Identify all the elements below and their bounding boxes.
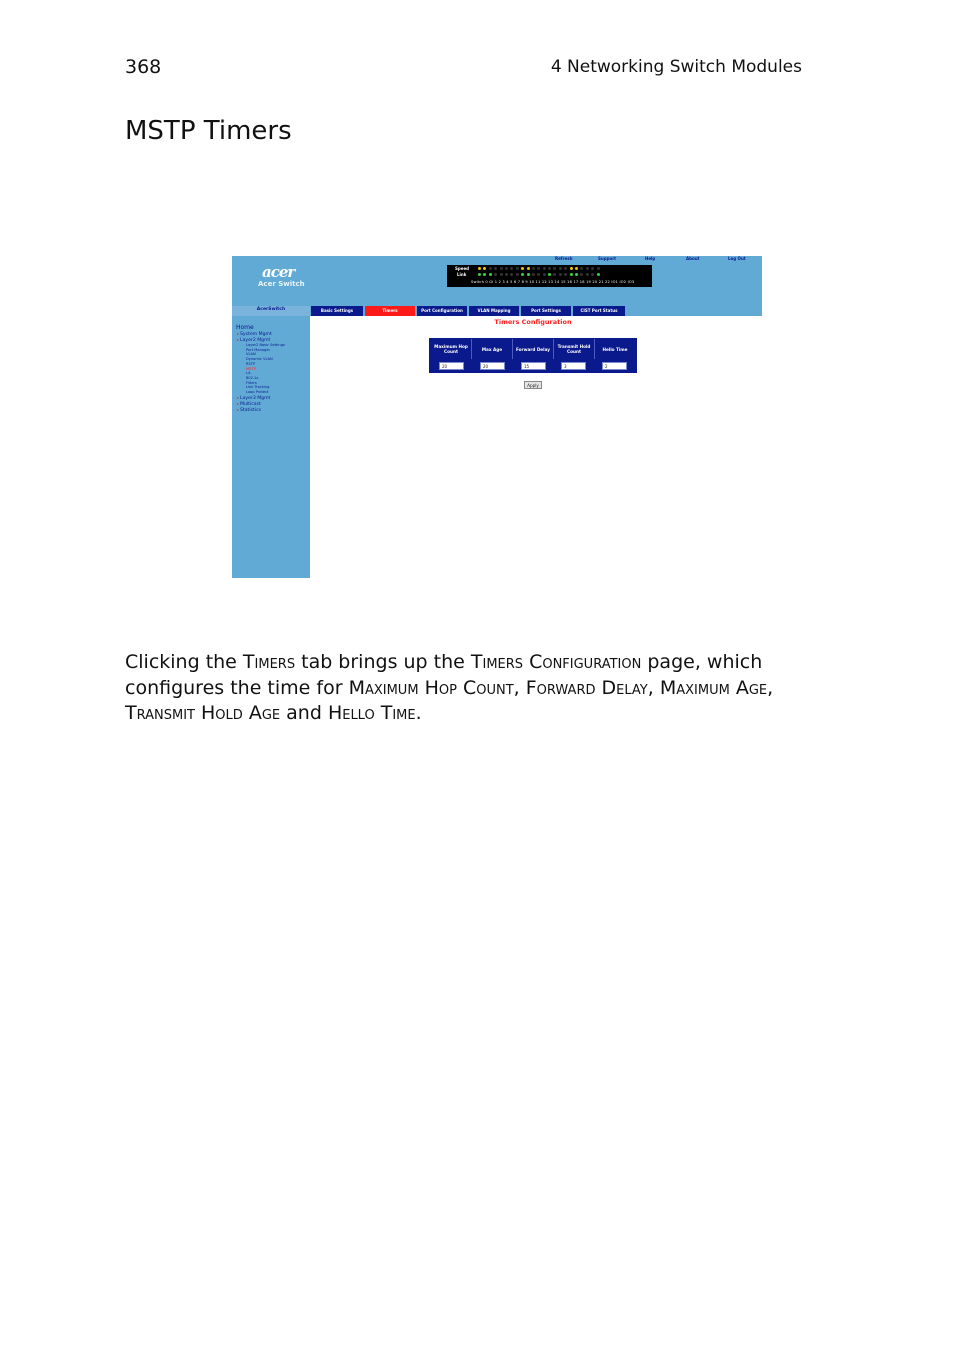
menu-item-label: MSTP: [246, 366, 256, 371]
help-link[interactable]: Help: [645, 256, 656, 261]
port-led: [537, 267, 540, 270]
menu-bullet-icon: ▸: [237, 406, 240, 412]
port-status-panel: [447, 265, 652, 287]
port-led: [559, 267, 562, 270]
menu-item-label: LA: [246, 371, 251, 376]
tab-timers[interactable]: Timers: [365, 306, 415, 316]
port-led: [527, 273, 530, 276]
timers-table: [429, 338, 637, 373]
text-run: Clicking the: [125, 651, 243, 673]
port-led: [575, 267, 578, 270]
menu-item[interactable]: [246, 390, 268, 394]
menu-item[interactable]: [246, 352, 256, 356]
port-led: [553, 273, 556, 276]
port-led: [570, 267, 573, 270]
port-led: [483, 273, 486, 276]
port-led: [505, 273, 508, 276]
tab-basic-settings[interactable]: Basic Settings: [311, 306, 363, 316]
port-led: [597, 267, 600, 270]
port-led: [548, 267, 551, 270]
text-run: page, which configures the time for: [125, 651, 763, 699]
menu-bullet-icon: ▸: [237, 337, 240, 342]
port-led: [489, 267, 492, 270]
menu-item-label: RSTP: [246, 361, 256, 366]
port-led: [483, 267, 486, 270]
menu-item[interactable]: [246, 381, 257, 385]
port-led: [553, 267, 556, 270]
menu-item-label: Home: [236, 324, 254, 331]
menu-item[interactable]: [246, 357, 273, 361]
text-run: ,: [767, 676, 774, 699]
menu-bullet-icon: ▸: [237, 400, 240, 406]
menu-item[interactable]: [246, 348, 270, 352]
menu-item-label: Layer2 Basic Settings: [246, 343, 285, 347]
term-hello-time: Hello Time: [327, 702, 416, 724]
menu-bullet-icon: ▸: [237, 394, 240, 400]
port-led: [591, 267, 594, 270]
content-title: Timers Configuration: [494, 318, 572, 326]
port-led: [500, 273, 503, 276]
refresh-link[interactable]: Refresh: [555, 256, 573, 261]
port-led: [570, 273, 573, 276]
term-maximum-hop-count: Maximum Hop Count: [348, 676, 514, 699]
menu-item[interactable]: [246, 376, 258, 380]
port-led: [516, 267, 519, 270]
port-led: [532, 267, 535, 270]
term-transmit-hold-age: Transmit Hold Age: [125, 702, 281, 724]
port-led: [564, 267, 567, 270]
link-leds: [478, 273, 600, 276]
port-led: [494, 273, 497, 276]
text-run: ,: [513, 676, 526, 699]
menu-item-label: System Mgmt: [240, 332, 272, 337]
port-led: [521, 267, 524, 270]
port-led: [591, 273, 594, 276]
tab-bar: [311, 306, 762, 316]
text-run: ,: [647, 676, 660, 699]
header-hello-time: Hello Time: [602, 346, 628, 352]
link-label: Link: [457, 272, 467, 277]
header-max-hop-count: Maximum Hop Count: [431, 339, 472, 359]
speed-label: Speed: [455, 266, 470, 271]
menu-item[interactable]: [246, 371, 251, 375]
port-led: [564, 273, 567, 276]
acer-logo: acer: [262, 263, 295, 281]
menu-item-label: Port Manager: [246, 347, 271, 352]
text-run: and: [280, 702, 328, 724]
apply-button[interactable]: Apply: [524, 381, 542, 389]
menu-item-label: VLAN: [246, 352, 256, 357]
port-led: [505, 267, 508, 270]
port-led: [532, 273, 535, 276]
hello-time-input[interactable]: 2: [602, 362, 627, 370]
body-paragraph: [125, 650, 815, 727]
port-led: [559, 273, 562, 276]
tab-cist-port-status[interactable]: CIST Port Status: [573, 306, 625, 316]
sidebar: [232, 316, 310, 578]
header-forward-delay: Forward Delay: [513, 339, 554, 359]
menu-item-label: Layer2 Mgmt: [240, 338, 271, 343]
speed-leds: [478, 267, 600, 270]
term-maximum-age: Maximum Age: [659, 676, 768, 699]
top-links: [532, 256, 762, 262]
forward-delay-input[interactable]: 15: [521, 362, 546, 370]
max-age-input[interactable]: 20: [480, 362, 505, 370]
brand-label: Acer Switch: [258, 280, 305, 288]
port-led: [510, 267, 513, 270]
port-led: [580, 267, 583, 270]
port-led: [510, 273, 513, 276]
port-led: [489, 273, 492, 276]
section-heading: MSTP Timers: [125, 116, 292, 146]
switch-ui-screenshot: [232, 256, 762, 578]
port-led: [586, 267, 589, 270]
support-link[interactable]: Support: [598, 256, 617, 261]
tab-port-configuration[interactable]: Port Configuration: [417, 306, 467, 316]
menu-item[interactable]: [237, 407, 261, 413]
logout-link[interactable]: Log Out: [728, 256, 746, 261]
port-led: [597, 273, 600, 276]
menu-item-label: Filters: [246, 380, 257, 385]
menu-item[interactable]: [236, 324, 254, 331]
port-led: [537, 273, 540, 276]
port-led: [500, 267, 503, 270]
term-timers: Timers: [242, 651, 296, 673]
sidebar-header-label: AcerSwitch: [256, 307, 286, 312]
port-led: [548, 273, 551, 276]
transmit-hold-count-input[interactable]: 3: [561, 362, 586, 370]
header-transmit-hold-count: Transmit Hold Count: [554, 339, 595, 359]
port-led: [543, 267, 546, 270]
menu-item[interactable]: [246, 362, 255, 366]
tab-port-settings[interactable]: Port Settings: [521, 306, 571, 316]
port-led: [521, 273, 524, 276]
chapter-title: 4 Networking Switch Modules: [550, 57, 802, 77]
max-hop-count-input[interactable]: 20: [439, 362, 464, 370]
menu-item-label: Dynamic VLAN: [246, 357, 273, 362]
term-forward-delay: Forward Delay: [525, 676, 648, 699]
menu-bullet-icon: ▸: [237, 331, 240, 336]
term-timers-configuration: Timers Configuration: [470, 651, 642, 673]
text-run: tab brings up the: [295, 651, 471, 673]
port-led: [494, 267, 497, 270]
about-link[interactable]: About: [686, 256, 700, 261]
text-run: .: [415, 702, 422, 724]
menu-item[interactable]: [246, 385, 269, 389]
menu-item[interactable]: [246, 343, 285, 347]
port-led: [580, 273, 583, 276]
port-led: [586, 273, 589, 276]
port-led: [543, 273, 546, 276]
menu-item-label: Multicast: [240, 401, 261, 407]
tab-vlan-mapping[interactable]: VLAN Mapping: [469, 306, 519, 316]
port-led: [527, 267, 530, 270]
menu-item-label: Layer3 Mgmt: [240, 395, 271, 401]
menu-item-label: Loop Protect: [246, 390, 269, 394]
menu-item-label: 802.1x: [246, 375, 259, 380]
port-led: [478, 267, 481, 270]
port-led: [516, 273, 519, 276]
port-numbers: Switch 0 Gi 1 2 3 4 5 6 7 8 9 10 11 12 13 14 15 16 17 18 19 20 21 22 IO1 IO2 IO3: [471, 280, 635, 284]
menu-item[interactable]: [246, 367, 256, 371]
menu-item-label: Link Tracking: [246, 385, 270, 390]
header-max-age: Max Age: [472, 339, 513, 359]
port-led: [478, 273, 481, 276]
port-led: [575, 273, 578, 276]
menu-item-label: Statistics: [240, 407, 262, 413]
page-number: 368: [125, 56, 162, 78]
